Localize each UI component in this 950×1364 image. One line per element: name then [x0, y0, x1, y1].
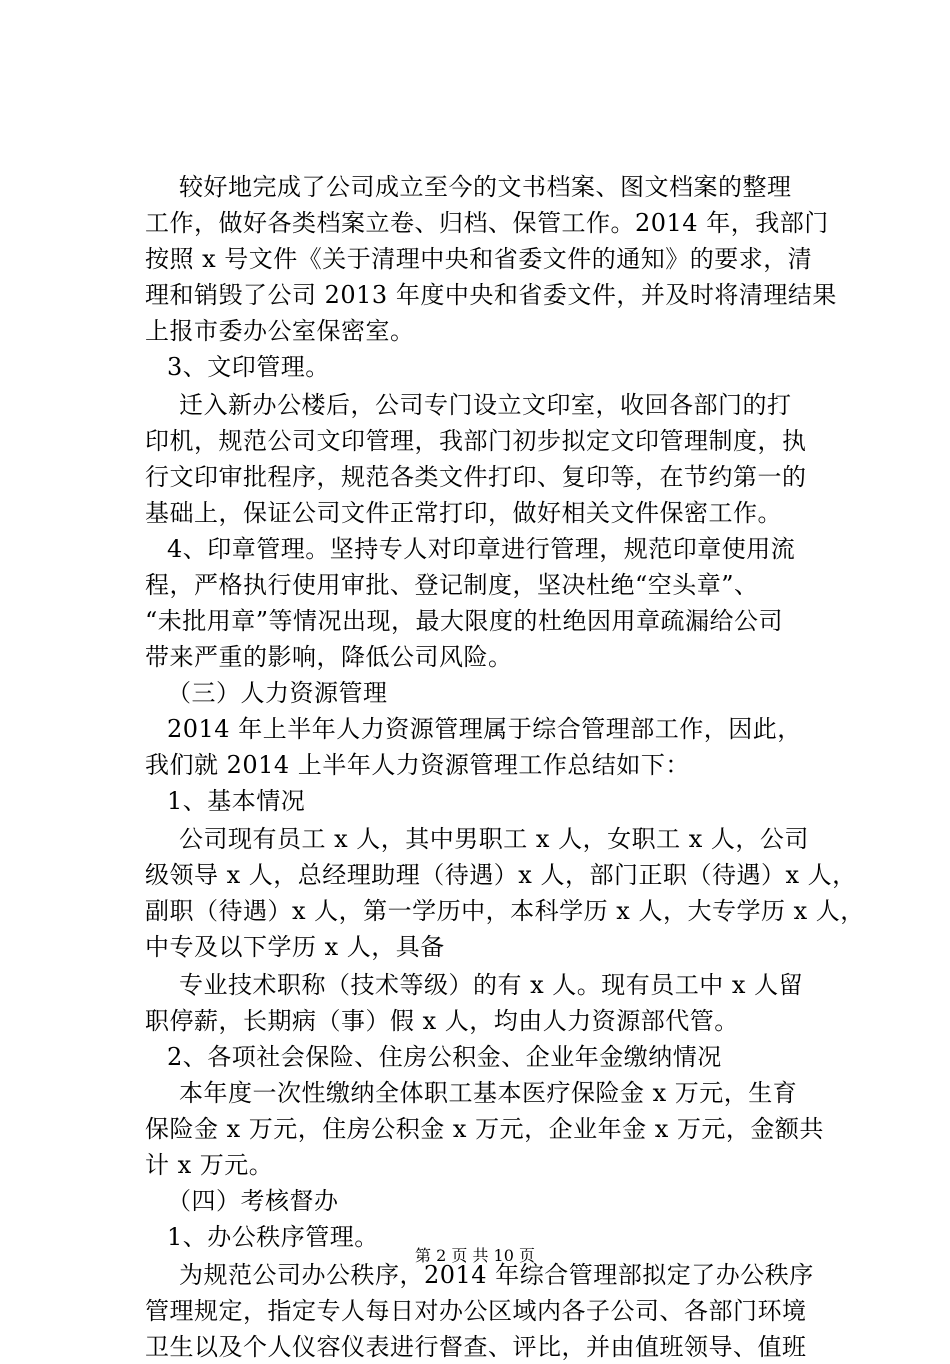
section-heading: 3、文印管理。 — [167, 353, 330, 381]
section-heading: （三）人力资源管理 — [167, 679, 388, 707]
text-line: 工作，做好各类档案立卷、归档、保管工作。2014 年，我部门 — [145, 209, 829, 237]
text-line: 2014 年上半年人力资源管理属于综合管理部工作，因此， — [167, 715, 802, 743]
text-line: 按照 x 号文件《关于清理中央和省委文件的通知》的要求，清 — [145, 245, 813, 273]
text-line: 4、印章管理。坚持专人对印章进行管理，规范印章使用流 — [167, 535, 796, 563]
text-line: 上报市委办公室保密室。 — [145, 317, 415, 345]
section-heading: 2、各项社会保险、住房公积金、企业年金缴纳情况 — [167, 1043, 722, 1071]
text-line: 管理规定，指定专人每日对办公区域内各子公司、各部门环境 — [145, 1297, 807, 1325]
section-heading: 1、办公秩序管理。 — [167, 1223, 379, 1251]
text-line: 公司现有员工 x 人，其中男职工 x 人，女职工 x 人，公司 — [179, 825, 809, 853]
text-line: 迁入新办公楼后，公司专门设立文印室，收回各部门的打 — [179, 391, 792, 419]
section-heading: 1、基本情况 — [167, 787, 306, 815]
text-line: 本年度一次性缴纳全体职工基本医疗保险金 x 万元，生育 — [179, 1079, 798, 1107]
text-line: 理和销毁了公司 2013 年度中央和省委文件，并及时将清理结果 — [145, 281, 837, 309]
text-line: 行文印审批程序，规范各类文件打印、复印等，在节约第一的 — [145, 463, 807, 491]
text-line: 副职（待遇）x 人，第一学历中，本科学历 x 人，大专学历 x 人， — [145, 897, 865, 925]
text-line: 印机，规范公司文印管理，我部门初步拟定文印管理制度，执 — [145, 427, 807, 455]
text-line: 计 x 万元。 — [145, 1151, 274, 1179]
text-line: 带来严重的影响，降低公司风险。 — [145, 643, 513, 671]
text-line: 保险金 x 万元，住房公积金 x 万元，企业年金 x 万元，金额共 — [145, 1115, 824, 1143]
text-line: 基础上，保证公司文件正常打印，做好相关文件保密工作。 — [145, 499, 782, 527]
text-line: 为规范公司办公秩序，2014 年综合管理部拟定了办公秩序 — [179, 1261, 814, 1289]
text-line: 较好地完成了公司成立至今的文书档案、图文档案的整理 — [179, 173, 792, 201]
text-line: 专业技术职称（技术等级）的有 x 人。现有员工中 x 人留 — [179, 971, 804, 999]
section-heading: （四）考核督办 — [167, 1187, 339, 1215]
text-line: 卫生以及个人仪容仪表进行督查、评比，并由值班领导、值班 — [145, 1333, 807, 1361]
text-line: 中专及以下学历 x 人，具备 — [145, 933, 445, 961]
text-line: 职停薪，长期病（事）假 x 人，均由人力资源部代管。 — [145, 1007, 739, 1035]
text-line: 程，严格执行使用审批、登记制度，坚决杜绝“空头章”、 — [145, 571, 759, 599]
text-line: 我们就 2014 上半年人力资源管理工作总结如下： — [145, 751, 690, 779]
text-line: 级领导 x 人，总经理助理（待遇）x 人，部门正职（待遇）x 人， — [145, 861, 857, 889]
page-number-footer: 第 2 页 共 10 页 — [415, 1246, 535, 1265]
text-line: “未批用章”等情况出现，最大限度的杜绝因用章疏漏给公司 — [145, 607, 784, 635]
